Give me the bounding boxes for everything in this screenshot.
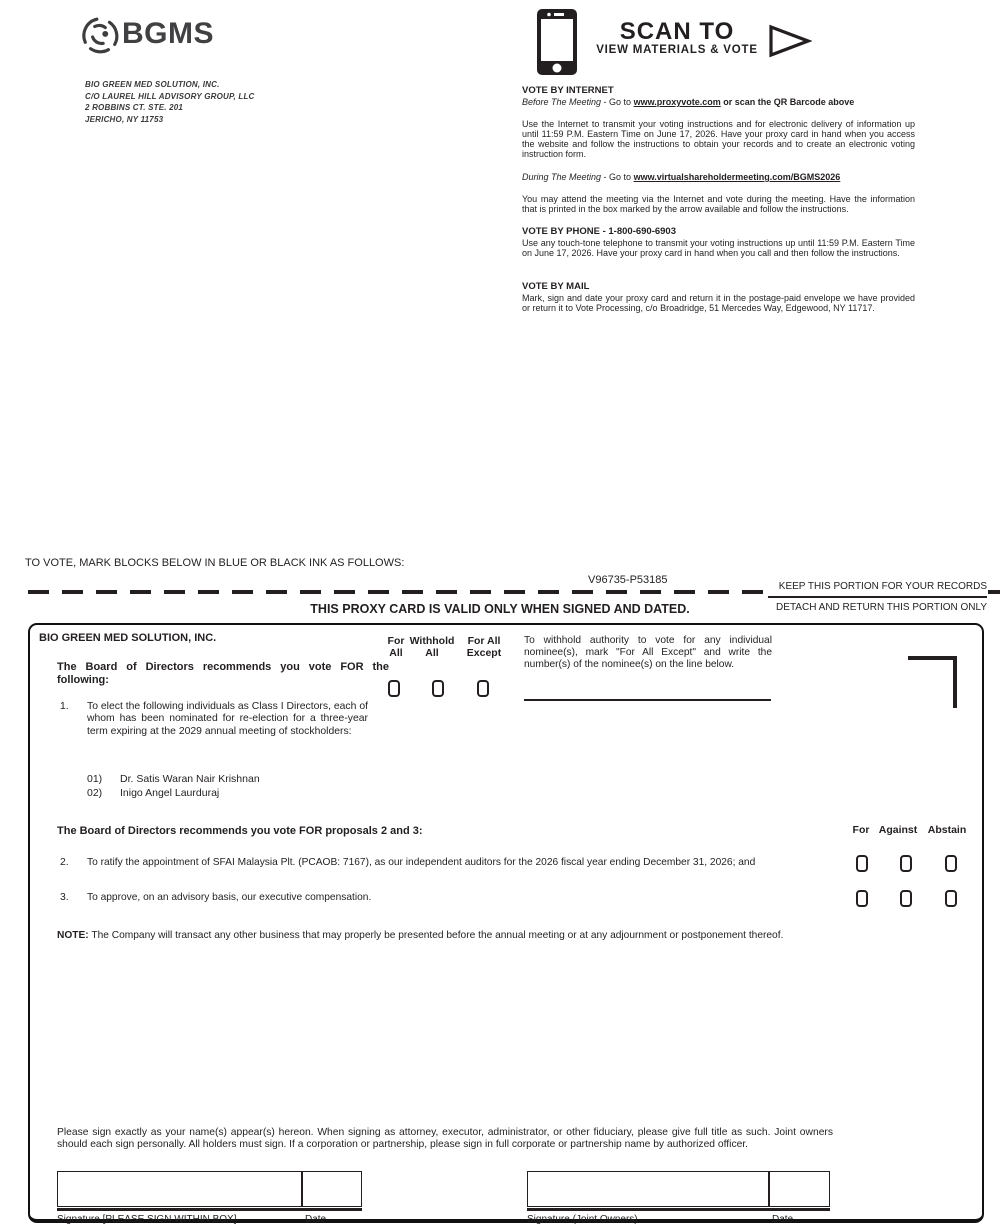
detach-dashed-line bbox=[28, 590, 763, 594]
signature-joint-label: Signature (Joint Owners) bbox=[527, 1214, 638, 1225]
during-meeting-label: During The Meeting bbox=[522, 172, 602, 182]
detach-portion-text: DETACH AND RETURN THIS PORTION ONLY bbox=[776, 602, 987, 613]
proposal3-number: 3. bbox=[60, 892, 69, 903]
checkbox-proposal2-abstain[interactable] bbox=[945, 855, 957, 872]
column-abstain-label: Abstain bbox=[927, 824, 967, 836]
control-number: V96735-P53185 bbox=[588, 574, 668, 586]
proxyvote-link[interactable]: www.proxyvote.com bbox=[633, 97, 721, 107]
smartphone-icon bbox=[536, 8, 578, 81]
vote-by-internet-heading: VOTE BY INTERNET bbox=[522, 85, 614, 96]
address-line: JERICHO, NY 11753 bbox=[85, 114, 164, 124]
scan-title: SCAN TO bbox=[619, 18, 735, 45]
signature-box-joint[interactable] bbox=[527, 1171, 830, 1207]
during-meeting-goto: - Go to bbox=[601, 172, 634, 182]
proposal1-text: To elect the following individuals as Class I Directors, each of whom has been nominated for re-election for a three-year term expiring at the 2029 annual meeting of stockholders: bbox=[87, 701, 368, 737]
column-for-all-line1: For bbox=[387, 635, 405, 647]
brand-name: BGMS bbox=[122, 17, 214, 50]
signature-underbar bbox=[527, 1208, 830, 1211]
for-all-except-writein-line[interactable] bbox=[524, 699, 771, 701]
signature-date-divider bbox=[301, 1172, 303, 1206]
signature-box-primary[interactable] bbox=[57, 1171, 362, 1207]
checkbox-proposal2-for[interactable] bbox=[856, 855, 868, 872]
card-company-name: BIO GREEN MED SOLUTION, INC. bbox=[39, 632, 217, 644]
mark-instruction: TO VOTE, MARK BLOCKS BELOW IN BLUE OR BLACK INK AS FOLLOWS: bbox=[25, 557, 405, 569]
column-for-all-except-line1: For All bbox=[467, 635, 501, 647]
checkbox-proposal2-against[interactable] bbox=[900, 855, 912, 872]
before-meeting-tail: or scan the QR Barcode above bbox=[720, 97, 855, 107]
scan-to-banner bbox=[588, 20, 766, 56]
recommendation-1: The Board of Directors recommends you vote FOR the following: bbox=[57, 661, 389, 687]
keep-portion-text: KEEP THIS PORTION FOR YOUR RECORDS bbox=[778, 581, 987, 592]
sign-instruction: Please sign exactly as your name(s) appear(s) hereon. When signing as attorney, executor, administrator, or other fiduciary, please give full title as such. Joint owners should each sign personally. All holders must sign. If a corporation or partnership, please sign in full corporate or partnership name by authorized officer. bbox=[57, 1127, 833, 1151]
arrow-right-icon bbox=[768, 24, 812, 63]
vote-by-mail-heading: VOTE BY MAIL bbox=[522, 281, 590, 292]
recommendation-2: The Board of Directors recommends you vote FOR proposals 2 and 3: bbox=[57, 825, 423, 837]
proposal1-number: 1. bbox=[60, 701, 69, 712]
bgms-logo-icon bbox=[80, 16, 120, 56]
withhold-instruction: To withhold authority to vote for any individual nominee(s), mark "For All Except" and write the number(s) of the nominee(s) on the line below. bbox=[524, 635, 772, 670]
detach-dashed-line-end bbox=[988, 590, 1000, 594]
checkbox-proposal1-withhold-all[interactable] bbox=[432, 680, 444, 697]
note-row bbox=[57, 930, 969, 942]
column-withhold-all-line1: Withhold bbox=[409, 635, 455, 647]
proposal3-text: To approve, on an advisory basis, our executive compensation. bbox=[87, 892, 372, 903]
proposal2-text: To ratify the appointment of SFAI Malaysia Plt. (PCAOB: 7167), as our independent auditors for the 2026 fiscal year ending December 31, 2026; and bbox=[87, 857, 756, 868]
before-meeting-goto: - Go to bbox=[601, 97, 634, 107]
note-text: The Company will transact any other business that may properly be presented before the annual meeting or at any adjournment or postponement thereof. bbox=[88, 930, 784, 941]
nominee-number: 01) bbox=[87, 773, 103, 785]
nominee-row bbox=[87, 786, 260, 800]
attend-meeting-instructions: You may attend the meeting via the Internet and vote during the meeting. Have the information that is printed in the box marked by the arrow available and follow the instructions. bbox=[522, 194, 915, 214]
column-against bbox=[879, 825, 918, 837]
nominee-list bbox=[87, 772, 260, 800]
nominee-number: 02) bbox=[87, 787, 103, 799]
date-primary-label: Date bbox=[305, 1214, 327, 1225]
column-for-label: For bbox=[852, 824, 870, 836]
checkbox-proposal3-against[interactable] bbox=[900, 890, 912, 907]
nominee-row bbox=[87, 772, 260, 786]
checkbox-proposal3-abstain[interactable] bbox=[945, 890, 957, 907]
checkbox-proposal1-for-all-except[interactable] bbox=[477, 680, 489, 697]
phone-instructions: Use any touch-tone telephone to transmit your voting instructions up until 11:59 P.M. Eastern Time on June 17, 2026. Have your proxy card in hand when you call and then follow the instructions. bbox=[522, 238, 915, 258]
signature-primary-label: Signature [PLEASE SIGN WITHIN BOX] bbox=[57, 1214, 237, 1225]
proxy-card bbox=[28, 623, 984, 1223]
proposal2-number: 2. bbox=[60, 857, 69, 868]
signature-underbar bbox=[57, 1208, 362, 1211]
before-meeting-line bbox=[522, 97, 915, 107]
internet-instructions: Use the Internet to transmit your voting instructions and for electronic delivery of information up until 11:59 P.M. Eastern Time on June 17, 2026. Have your proxy card in hand when you access the website and follow the instructions to obtain your records and to create an electronic voting instruction form. bbox=[522, 119, 915, 159]
company-address bbox=[85, 79, 255, 125]
checkbox-proposal1-for-all[interactable] bbox=[388, 680, 400, 697]
column-abstain bbox=[928, 825, 967, 837]
checkbox-proposal3-for[interactable] bbox=[856, 890, 868, 907]
vote-by-phone-heading: VOTE BY PHONE - 1-800-690-6903 bbox=[522, 226, 677, 237]
mail-instructions: Mark, sign and date your proxy card and return it in the postage-paid envelope we have provided or return it to Vote Processing, c/o Broadridge, 51 Mercedes Way, Edgewood, NY 11717. bbox=[522, 293, 915, 313]
nominee-name: Inigo Angel Laurduraj bbox=[120, 787, 220, 799]
column-for-all bbox=[388, 636, 405, 659]
keep-portion-underline bbox=[768, 596, 987, 598]
during-meeting-line bbox=[522, 172, 915, 182]
column-for-all-line2: All bbox=[389, 646, 403, 659]
address-line: C/O LAUREL HILL ADVISORY GROUP, LLC bbox=[85, 91, 255, 101]
column-for-all-except-line2: Except bbox=[466, 646, 502, 659]
virtual-meeting-link[interactable]: www.virtualshareholdermeeting.com/BGMS2026 bbox=[633, 172, 841, 182]
column-for-all-except bbox=[467, 636, 501, 659]
column-withhold-all-line2: All bbox=[425, 646, 439, 659]
nominee-name: Dr. Satis Waran Nair Krishnan bbox=[120, 773, 260, 785]
corner-bracket-mark bbox=[908, 656, 957, 708]
note-label: NOTE: bbox=[57, 930, 89, 941]
address-line: 2 ROBBINS CT. STE. 201 bbox=[85, 103, 184, 112]
signature-date-divider bbox=[768, 1172, 770, 1206]
column-withhold-all bbox=[410, 636, 455, 659]
column-against-label: Against bbox=[878, 824, 918, 836]
before-meeting-label: Before The Meeting bbox=[522, 97, 602, 107]
address-line: BIO GREEN MED SOLUTION, INC. bbox=[85, 80, 220, 89]
column-for bbox=[853, 825, 870, 837]
valid-note: THIS PROXY CARD IS VALID ONLY WHEN SIGNED AND DATED. bbox=[310, 602, 690, 616]
scan-subtitle: VIEW MATERIALS & VOTE bbox=[596, 44, 758, 56]
date-joint-label: Date bbox=[772, 1214, 794, 1225]
